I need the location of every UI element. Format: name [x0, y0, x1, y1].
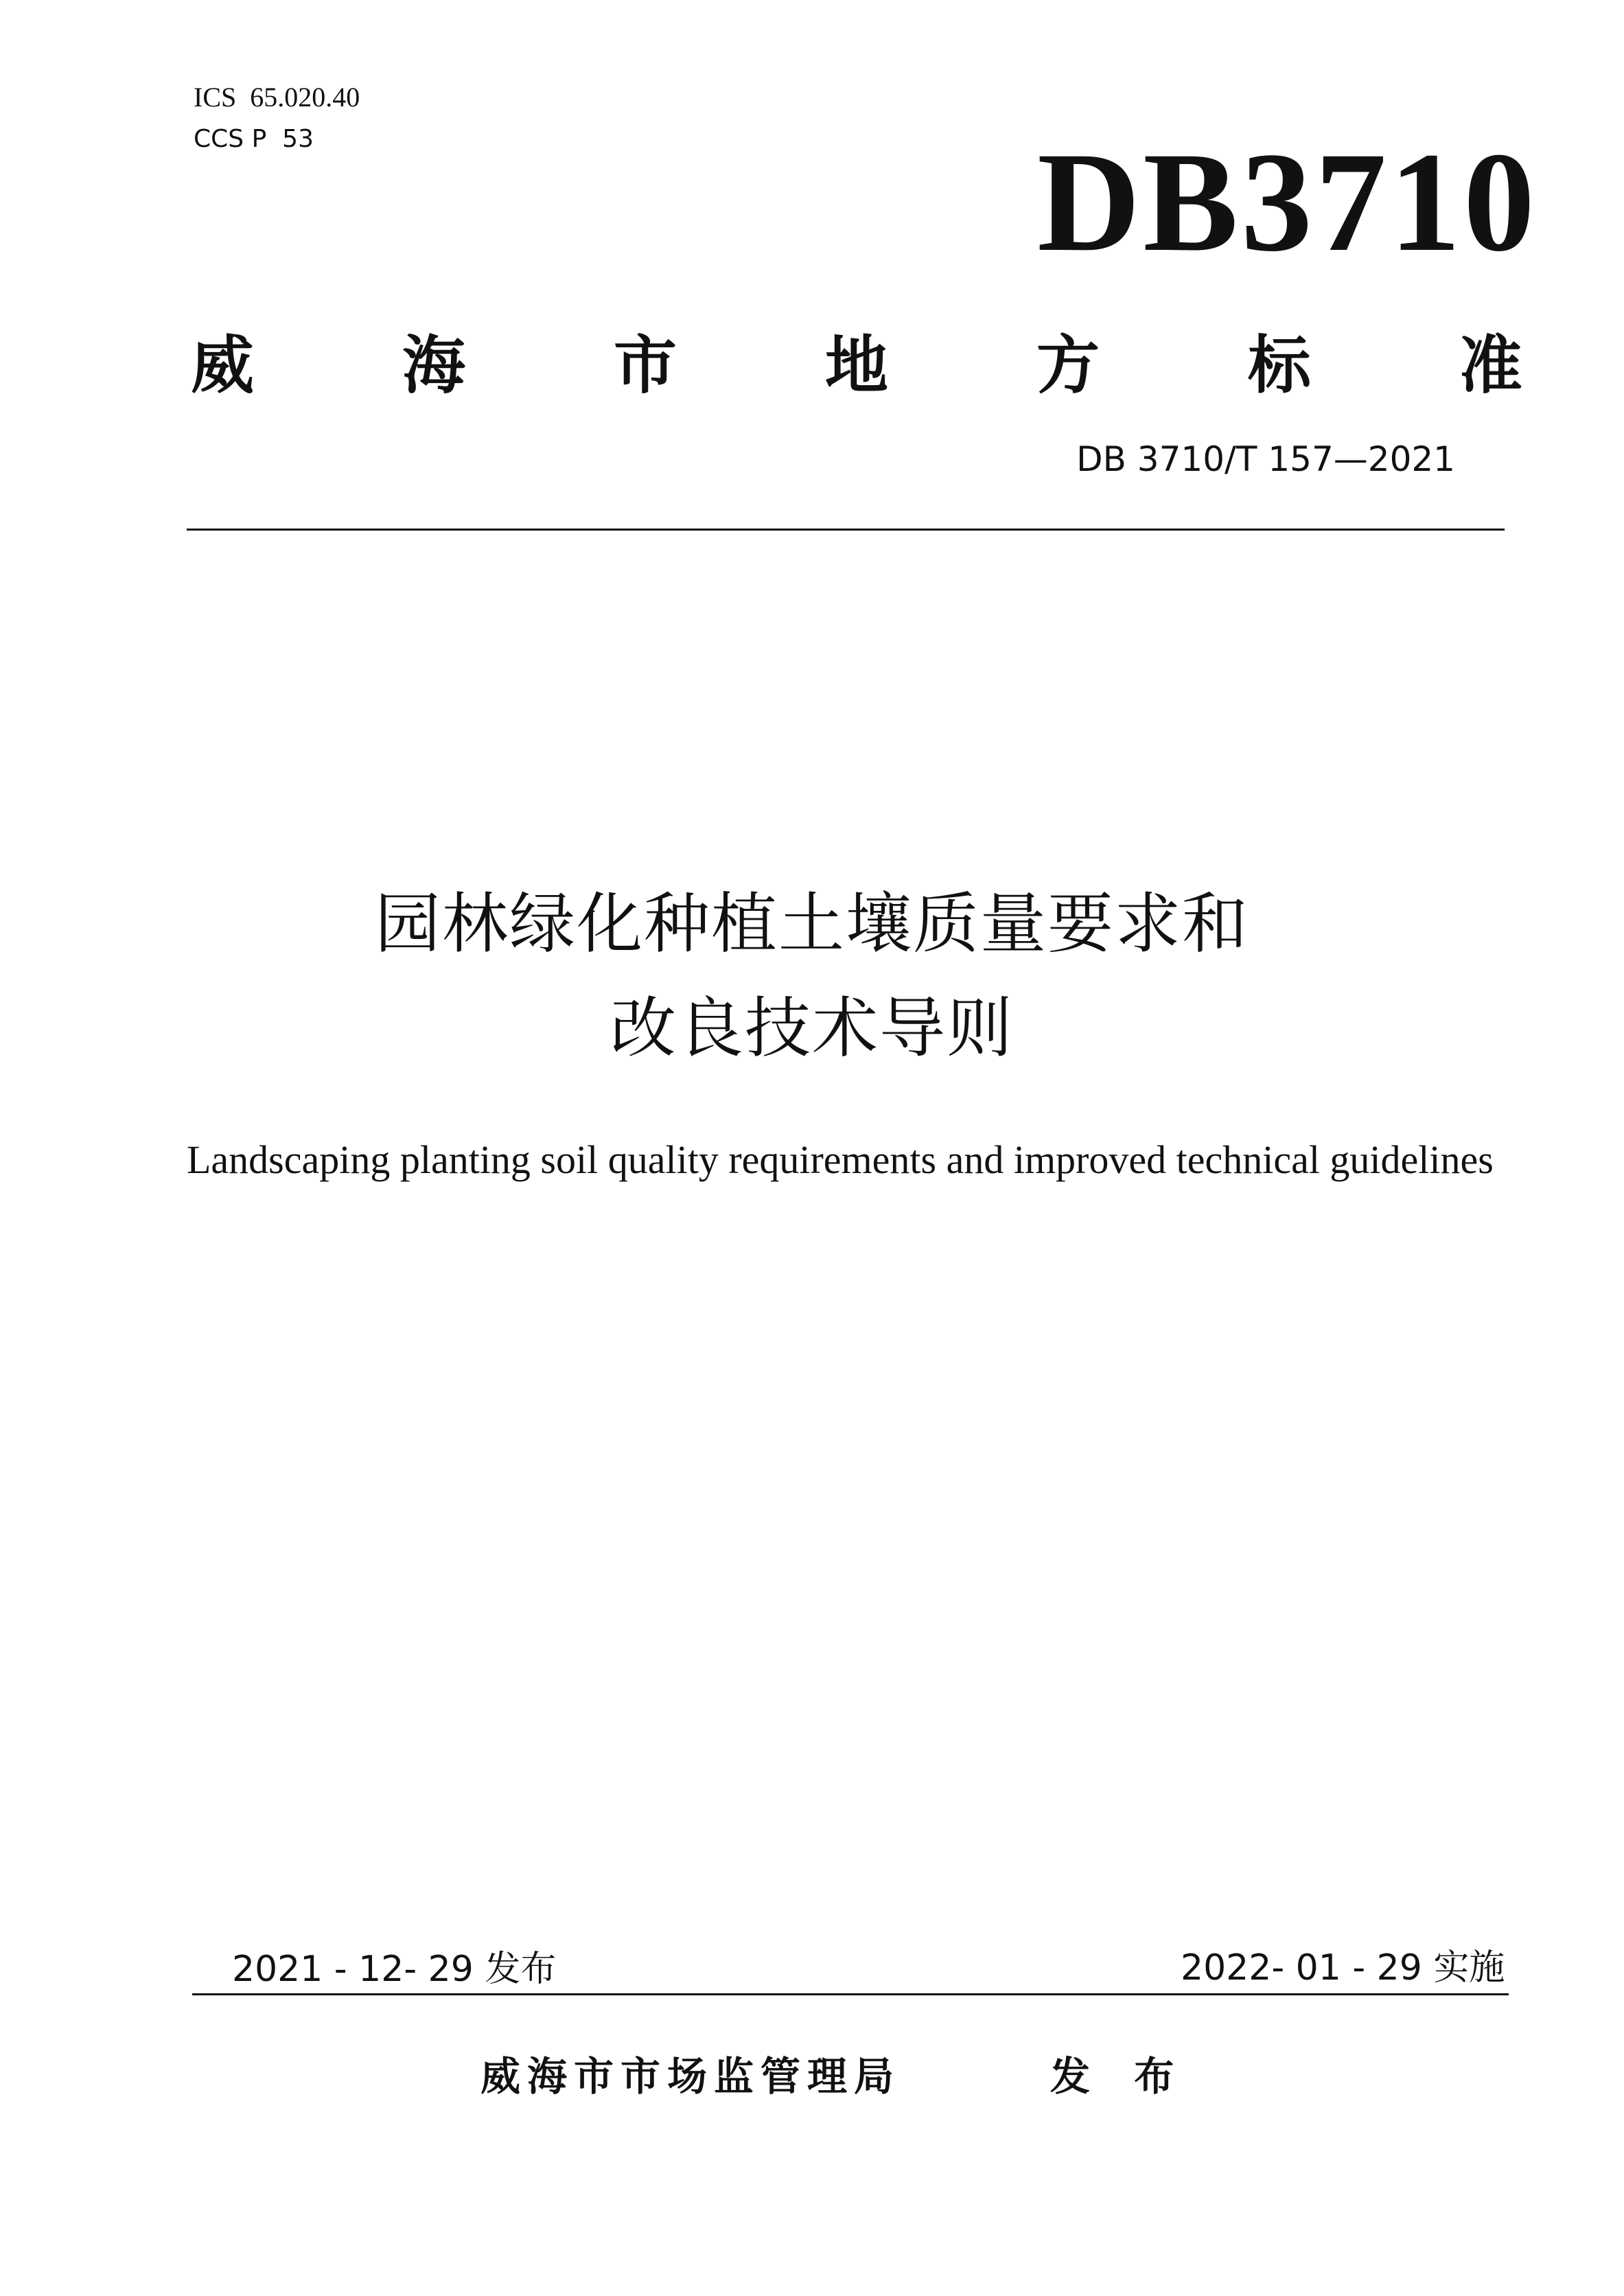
implementation-date: 2022- 01 - 29 实施 [1181, 1947, 1505, 1988]
footer-divider [192, 1993, 1509, 1995]
ccs-code: CCS P 53 [194, 125, 314, 153]
standard-type-char: 地 [824, 329, 888, 402]
header-divider [187, 529, 1505, 531]
standard-type-char: 威 [191, 329, 255, 402]
standard-type-heading [191, 323, 1522, 402]
title-cn-line-2: 改良技术导则 [610, 990, 1014, 1067]
title-cn-line-1: 园林绿化种植土壤质量要求和 [375, 885, 1249, 962]
issuing-authority: 威海市市场监管理局 [480, 2053, 901, 2100]
title-en: Landscaping planting soil quality requirements and improved technical guidelines [187, 1137, 1494, 1182]
issue-date: 2021 - 12- 29 发布 [232, 1949, 557, 1990]
standard-type-char: 准 [1459, 329, 1522, 402]
standard-number: DB 3710/T 157—2021 [1076, 439, 1455, 479]
standard-type-char: 海 [402, 329, 465, 402]
ics-code: ICS 65.020.40 [194, 82, 360, 113]
doc-code-logo: DB3710 [1037, 123, 1538, 281]
standard-type-char: 市 [613, 329, 677, 402]
standard-type-char: 标 [1247, 329, 1311, 402]
issue-label: 发 布 [1050, 2053, 1190, 2100]
standard-type-char: 方 [1036, 329, 1100, 402]
